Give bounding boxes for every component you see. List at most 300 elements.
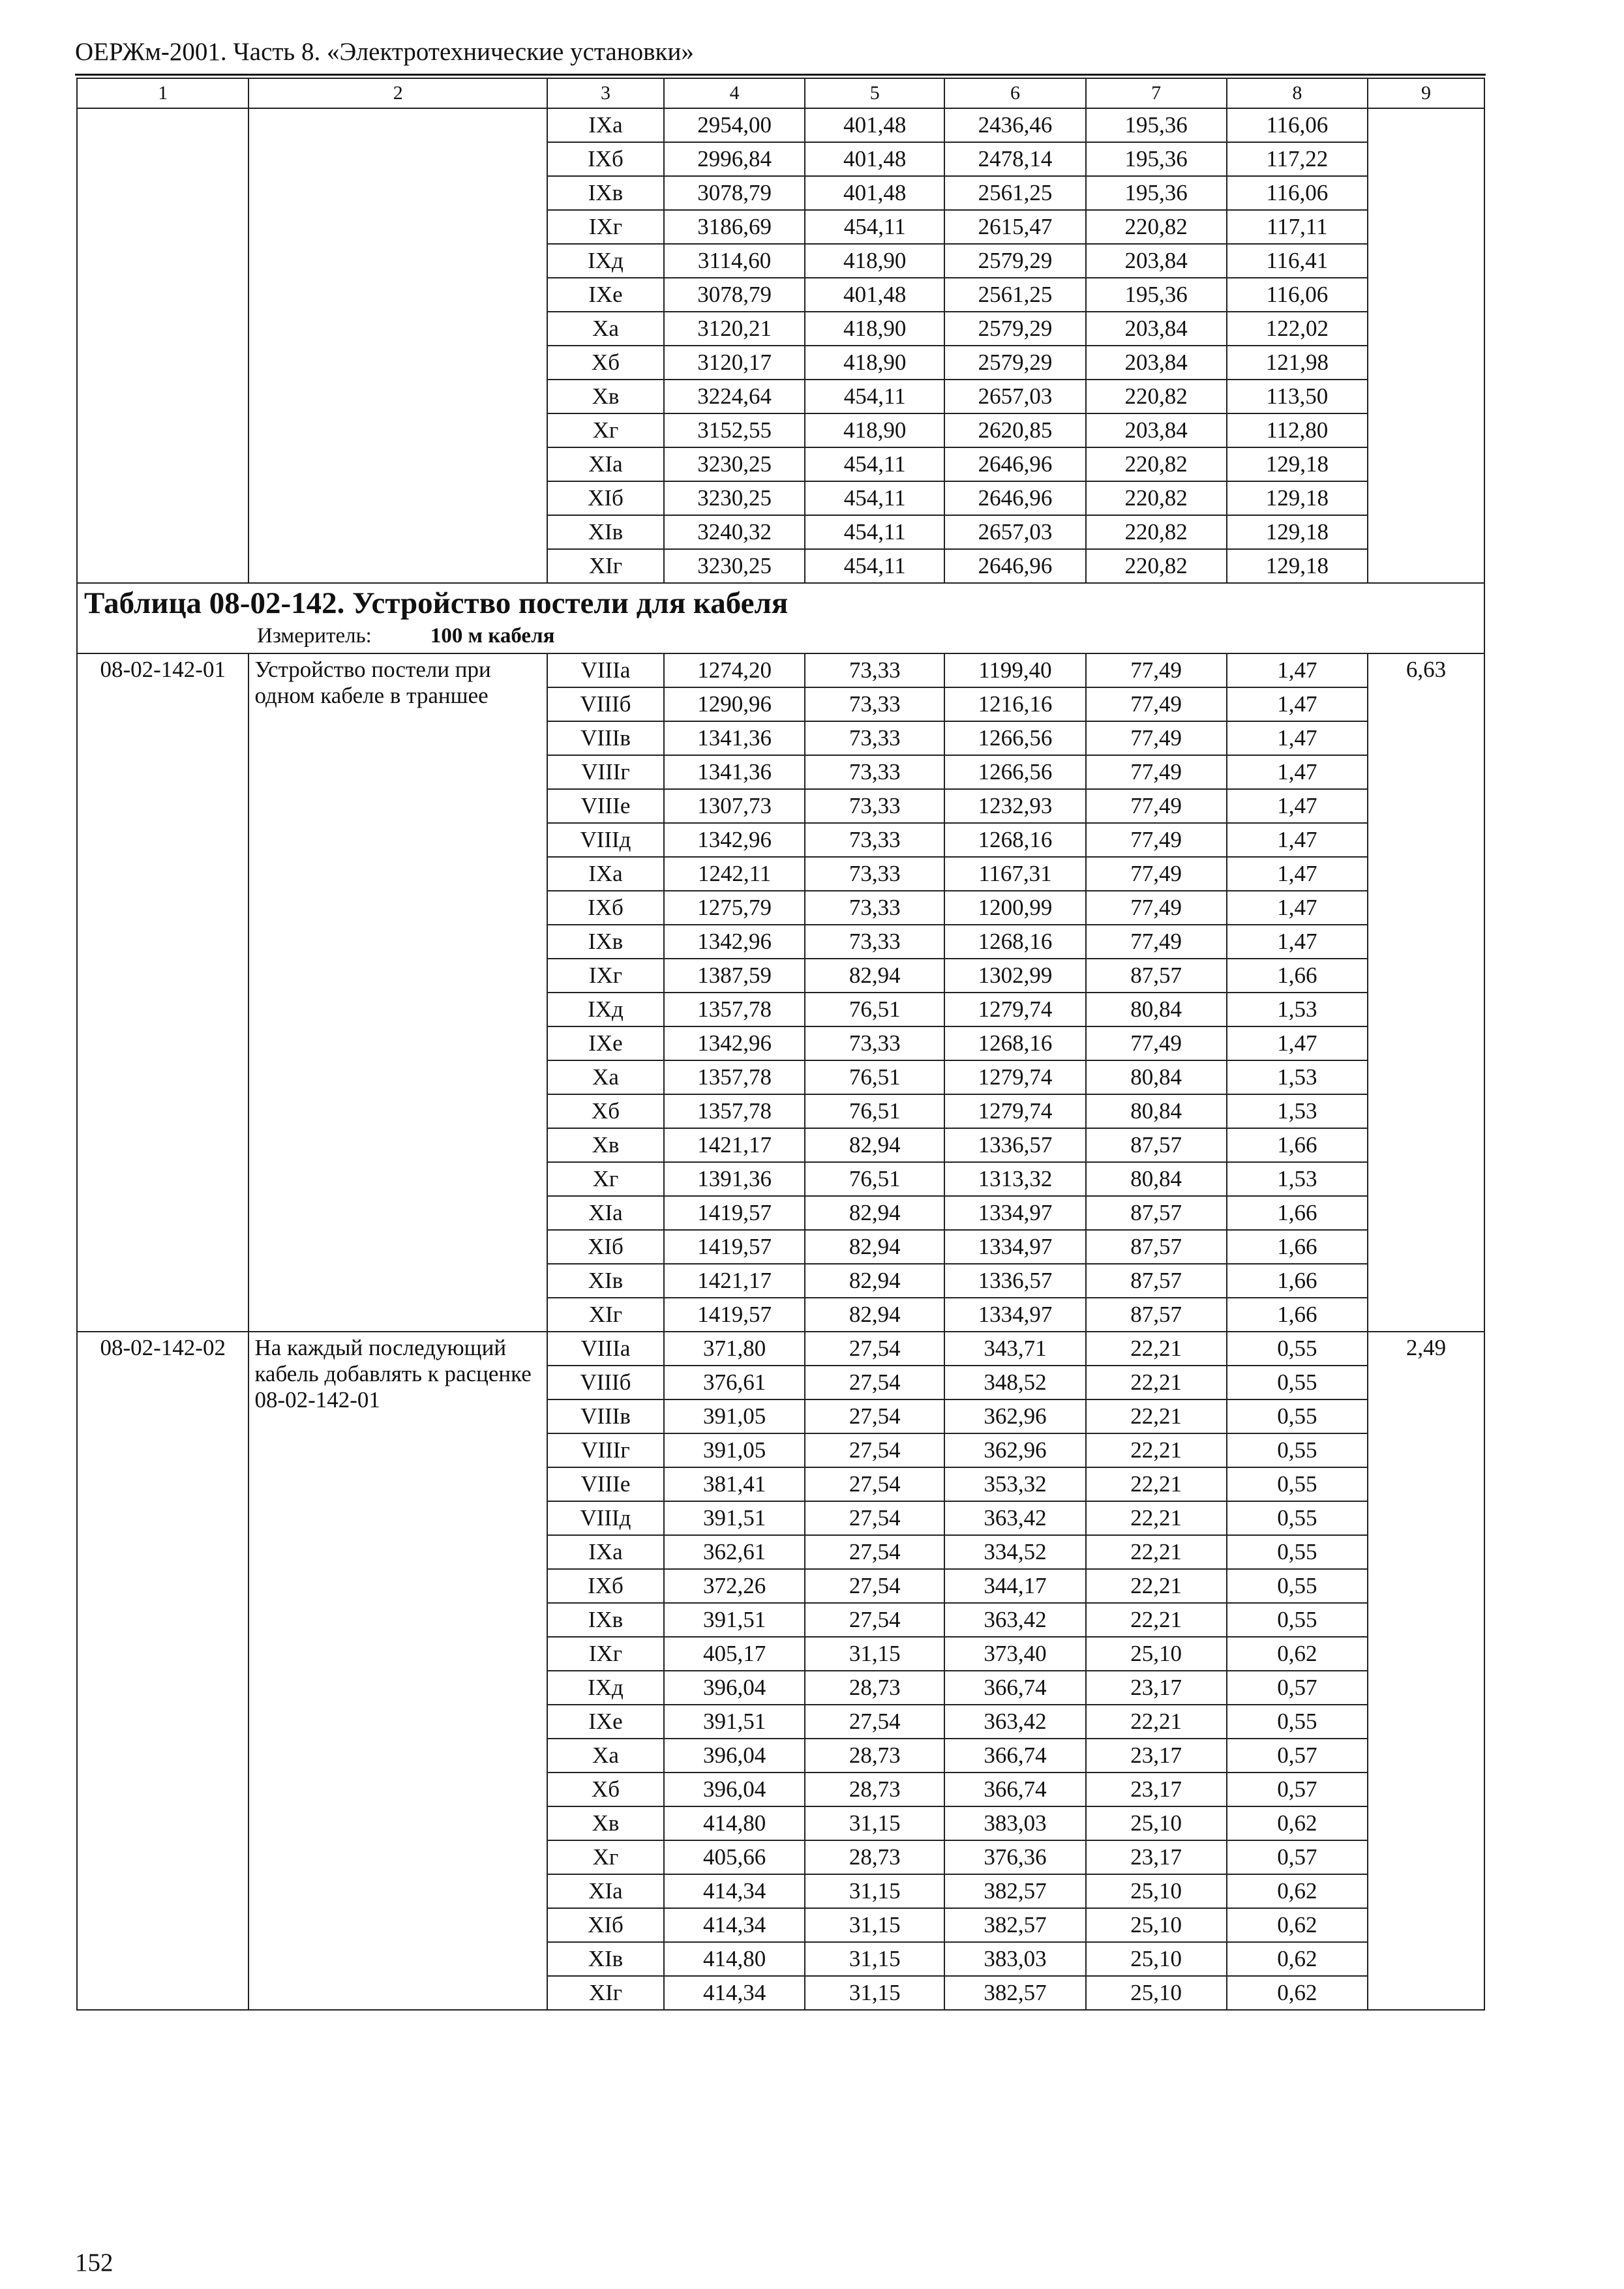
zone-cell: VIIIа (547, 1332, 664, 1366)
zone-cell: IXб (547, 1569, 664, 1603)
zone-cell: VIIIд (547, 1501, 664, 1535)
materials-cell: 129,18 (1227, 549, 1368, 583)
wages-cell: 73,33 (805, 925, 944, 959)
machinist-wages-cell: 203,84 (1086, 244, 1227, 278)
machinist-wages-cell: 77,49 (1086, 1026, 1227, 1060)
machinist-wages-cell: 80,84 (1086, 1162, 1227, 1196)
machines-cell: 2615,47 (944, 210, 1085, 244)
total-cost-cell: 1341,36 (664, 755, 805, 789)
zone-cell: VIIIд (547, 823, 664, 857)
machinist-wages-cell: 77,49 (1086, 653, 1227, 687)
total-cost-cell: 3230,25 (664, 481, 805, 515)
wages-cell: 31,15 (805, 1874, 944, 1908)
wages-cell: 73,33 (805, 687, 944, 721)
machinist-wages-cell: 195,36 (1086, 176, 1227, 210)
materials-cell: 129,18 (1227, 515, 1368, 549)
materials-cell: 0,62 (1227, 1637, 1368, 1671)
machinist-wages-cell: 195,36 (1086, 142, 1227, 176)
description-cell (248, 108, 547, 583)
wages-cell: 31,15 (805, 1976, 944, 2010)
code-cell: 08-02-142-01 (77, 653, 248, 1332)
machines-cell: 1268,16 (944, 823, 1085, 857)
total-cost-cell: 391,51 (664, 1501, 805, 1535)
machinist-wages-cell: 22,21 (1086, 1467, 1227, 1501)
materials-cell: 1,66 (1227, 1298, 1368, 1332)
total-cost-cell: 1307,73 (664, 789, 805, 823)
machines-cell: 2561,25 (944, 176, 1085, 210)
wages-cell: 454,11 (805, 210, 944, 244)
machinist-wages-cell: 22,21 (1086, 1433, 1227, 1467)
machinist-wages-cell: 23,17 (1086, 1671, 1227, 1705)
machinist-wages-cell: 77,49 (1086, 891, 1227, 925)
zone-cell: Xб (547, 1773, 664, 1806)
zone-cell: Xг (547, 1162, 664, 1196)
machines-cell: 2657,03 (944, 515, 1085, 549)
materials-cell: 129,18 (1227, 481, 1368, 515)
total-cost-cell: 391,51 (664, 1603, 805, 1637)
machinist-wages-cell: 195,36 (1086, 108, 1227, 142)
materials-cell: 1,53 (1227, 1162, 1368, 1196)
zone-cell: Xб (547, 346, 664, 380)
wages-cell: 454,11 (805, 481, 944, 515)
table-row (77, 653, 1484, 687)
machines-cell: 353,32 (944, 1467, 1085, 1501)
machinist-wages-cell: 80,84 (1086, 1094, 1227, 1128)
machinist-wages-cell: 22,21 (1086, 1366, 1227, 1399)
machines-cell: 1279,74 (944, 993, 1085, 1026)
materials-cell: 1,47 (1227, 653, 1368, 687)
wages-cell: 27,54 (805, 1467, 944, 1501)
column-number-header: 2 (248, 78, 547, 108)
machines-cell: 2579,29 (944, 244, 1085, 278)
zone-cell: XIа (547, 447, 664, 481)
zone-cell: Xа (547, 1060, 664, 1094)
materials-cell: 0,55 (1227, 1705, 1368, 1739)
machinist-wages-cell: 220,82 (1086, 380, 1227, 413)
zone-cell: IXа (547, 1535, 664, 1569)
total-cost-cell: 3120,21 (664, 312, 805, 346)
wages-cell: 28,73 (805, 1840, 944, 1874)
total-cost-cell: 2954,00 (664, 108, 805, 142)
zone-cell: IXа (547, 108, 664, 142)
wages-cell: 28,73 (805, 1671, 944, 1705)
total-cost-cell: 1275,79 (664, 891, 805, 925)
materials-cell: 0,55 (1227, 1467, 1368, 1501)
total-cost-cell: 396,04 (664, 1671, 805, 1705)
total-cost-cell: 3078,79 (664, 176, 805, 210)
wages-cell: 73,33 (805, 857, 944, 891)
total-cost-cell: 391,05 (664, 1433, 805, 1467)
machines-cell: 1336,57 (944, 1128, 1085, 1162)
total-cost-cell: 1391,36 (664, 1162, 805, 1196)
wages-cell: 418,90 (805, 346, 944, 380)
materials-cell: 0,55 (1227, 1332, 1368, 1366)
zone-cell: Xг (547, 413, 664, 447)
column-number-header: 5 (805, 78, 944, 108)
machines-cell: 1334,97 (944, 1196, 1085, 1230)
materials-cell: 0,57 (1227, 1773, 1368, 1806)
measure-label: Измеритель: (257, 624, 372, 648)
machinist-wages-cell: 203,84 (1086, 346, 1227, 380)
machines-cell: 366,74 (944, 1773, 1085, 1806)
total-cost-cell: 3224,64 (664, 380, 805, 413)
wages-cell: 27,54 (805, 1399, 944, 1433)
machines-cell: 366,74 (944, 1671, 1085, 1705)
total-cost-cell: 405,17 (664, 1637, 805, 1671)
materials-cell: 117,11 (1227, 210, 1368, 244)
total-cost-cell: 2996,84 (664, 142, 805, 176)
total-cost-cell: 414,34 (664, 1874, 805, 1908)
materials-cell: 0,55 (1227, 1501, 1368, 1535)
machines-cell: 383,03 (944, 1942, 1085, 1976)
zone-cell: IXд (547, 244, 664, 278)
table-body (77, 78, 1484, 2010)
materials-cell: 0,55 (1227, 1603, 1368, 1637)
zone-cell: XIв (547, 1942, 664, 1976)
total-cost-cell: 1342,96 (664, 925, 805, 959)
materials-cell: 117,22 (1227, 142, 1368, 176)
machinist-wages-cell: 77,49 (1086, 755, 1227, 789)
machinist-wages-cell: 87,57 (1086, 1196, 1227, 1230)
machinist-wages-cell: 25,10 (1086, 1637, 1227, 1671)
zone-cell: VIIIг (547, 755, 664, 789)
materials-cell: 1,47 (1227, 755, 1368, 789)
materials-cell: 1,47 (1227, 721, 1368, 755)
machines-cell: 373,40 (944, 1637, 1085, 1671)
wages-cell: 73,33 (805, 823, 944, 857)
zone-cell: Xв (547, 1128, 664, 1162)
materials-cell: 0,57 (1227, 1739, 1368, 1773)
zone-cell: VIIIа (547, 653, 664, 687)
machinist-wages-cell: 25,10 (1086, 1976, 1227, 2010)
wages-cell: 418,90 (805, 244, 944, 278)
zone-cell: IXе (547, 1705, 664, 1739)
zone-cell: IXв (547, 925, 664, 959)
wages-cell: 76,51 (805, 1060, 944, 1094)
materials-cell: 0,55 (1227, 1569, 1368, 1603)
total-cost-cell: 376,61 (664, 1366, 805, 1399)
total-cost-cell: 414,34 (664, 1908, 805, 1942)
machinist-wages-cell: 220,82 (1086, 447, 1227, 481)
materials-cell: 1,47 (1227, 857, 1368, 891)
wages-cell: 27,54 (805, 1433, 944, 1467)
materials-cell: 116,06 (1227, 278, 1368, 312)
total-cost-cell: 3186,69 (664, 210, 805, 244)
zone-cell: Xб (547, 1094, 664, 1128)
zone-cell: VIIIв (547, 1399, 664, 1433)
total-cost-cell: 1419,57 (664, 1196, 805, 1230)
machines-cell: 1302,99 (944, 959, 1085, 993)
wages-cell: 73,33 (805, 755, 944, 789)
machines-cell: 1266,56 (944, 721, 1085, 755)
table-caption-row (77, 583, 1484, 653)
materials-cell: 129,18 (1227, 447, 1368, 481)
zone-cell: IXг (547, 210, 664, 244)
machines-cell: 2646,96 (944, 481, 1085, 515)
materials-cell: 1,53 (1227, 1060, 1368, 1094)
column-number-header: 8 (1227, 78, 1368, 108)
materials-cell: 0,55 (1227, 1366, 1368, 1399)
table-caption (77, 583, 1484, 653)
machines-cell: 1334,97 (944, 1298, 1085, 1332)
total-cost-cell: 1421,17 (664, 1128, 805, 1162)
materials-cell: 121,98 (1227, 346, 1368, 380)
wages-cell: 27,54 (805, 1366, 944, 1399)
total-cost-cell: 1419,57 (664, 1230, 805, 1264)
machines-cell: 1279,74 (944, 1060, 1085, 1094)
materials-cell: 1,53 (1227, 1094, 1368, 1128)
zone-cell: XIг (547, 549, 664, 583)
machines-cell: 363,42 (944, 1603, 1085, 1637)
machines-cell: 1336,57 (944, 1264, 1085, 1298)
machinist-wages-cell: 80,84 (1086, 993, 1227, 1026)
wages-cell: 73,33 (805, 653, 944, 687)
wages-cell: 401,48 (805, 278, 944, 312)
machinist-wages-cell: 80,84 (1086, 1060, 1227, 1094)
materials-cell: 1,66 (1227, 959, 1368, 993)
wages-cell: 82,94 (805, 959, 944, 993)
machinist-wages-cell: 203,84 (1086, 312, 1227, 346)
machines-cell: 382,57 (944, 1976, 1085, 2010)
machines-cell: 1266,56 (944, 755, 1085, 789)
zone-cell: IXб (547, 891, 664, 925)
total-cost-cell: 371,80 (664, 1332, 805, 1366)
materials-cell: 0,55 (1227, 1399, 1368, 1433)
wages-cell: 76,51 (805, 1162, 944, 1196)
zone-cell: Xа (547, 312, 664, 346)
wages-cell: 27,54 (805, 1705, 944, 1739)
total-cost-cell: 3152,55 (664, 413, 805, 447)
wages-cell: 454,11 (805, 515, 944, 549)
materials-cell: 113,50 (1227, 380, 1368, 413)
machinist-wages-cell: 87,57 (1086, 959, 1227, 993)
machinist-wages-cell: 77,49 (1086, 925, 1227, 959)
description-cell: Устройство постели при одном кабеле в траншее (248, 653, 547, 1332)
machines-cell: 366,74 (944, 1739, 1085, 1773)
table-title: Таблица 08-02-142. Устройство постели для кабеля (84, 586, 789, 620)
wages-cell: 82,94 (805, 1196, 944, 1230)
column-number-header: 1 (77, 78, 248, 108)
header-divider (75, 74, 1486, 76)
machines-cell: 2657,03 (944, 380, 1085, 413)
total-cost-cell: 1342,96 (664, 1026, 805, 1060)
materials-cell: 1,66 (1227, 1196, 1368, 1230)
machinist-wages-cell: 25,10 (1086, 1806, 1227, 1840)
zone-cell: IXг (547, 959, 664, 993)
materials-cell: 0,55 (1227, 1433, 1368, 1467)
zone-cell: IXв (547, 176, 664, 210)
machines-cell: 2620,85 (944, 413, 1085, 447)
machinist-wages-cell: 22,21 (1086, 1535, 1227, 1569)
materials-cell: 1,66 (1227, 1230, 1368, 1264)
total-cost-cell: 1357,78 (664, 993, 805, 1026)
zone-cell: Xв (547, 380, 664, 413)
total-cost-cell: 1342,96 (664, 823, 805, 857)
machines-cell: 2646,96 (944, 549, 1085, 583)
zone-cell: VIIIв (547, 721, 664, 755)
machinist-wages-cell: 25,10 (1086, 1942, 1227, 1976)
zone-cell: IXв (547, 1603, 664, 1637)
zone-cell: XIа (547, 1874, 664, 1908)
zone-cell: XIб (547, 1908, 664, 1942)
machinist-wages-cell: 220,82 (1086, 515, 1227, 549)
total-cost-cell: 1341,36 (664, 721, 805, 755)
total-cost-cell: 396,04 (664, 1773, 805, 1806)
zone-cell: IXе (547, 278, 664, 312)
materials-cell: 0,55 (1227, 1535, 1368, 1569)
page-number: 152 (75, 2249, 113, 2277)
machinist-wages-cell: 203,84 (1086, 413, 1227, 447)
machines-cell: 348,52 (944, 1366, 1085, 1399)
machinist-wages-cell: 22,21 (1086, 1569, 1227, 1603)
column-number-row (77, 78, 1484, 108)
machinist-wages-cell: 87,57 (1086, 1230, 1227, 1264)
total-cost-cell: 381,41 (664, 1467, 805, 1501)
column-number-header: 9 (1368, 78, 1484, 108)
materials-cell: 0,62 (1227, 1874, 1368, 1908)
zone-cell: IXе (547, 1026, 664, 1060)
wages-cell: 418,90 (805, 312, 944, 346)
wages-cell: 418,90 (805, 413, 944, 447)
machinist-wages-cell: 25,10 (1086, 1874, 1227, 1908)
zone-cell: XIа (547, 1196, 664, 1230)
materials-cell: 0,62 (1227, 1976, 1368, 2010)
machinist-wages-cell: 87,57 (1086, 1264, 1227, 1298)
total-cost-cell: 405,66 (664, 1840, 805, 1874)
machines-cell: 2579,29 (944, 312, 1085, 346)
measure-unit: 100 м кабеля (430, 624, 555, 648)
wages-cell: 73,33 (805, 1026, 944, 1060)
labor-cost-cell: 2,49 (1368, 1332, 1484, 2010)
materials-cell: 112,80 (1227, 413, 1368, 447)
page-header-title: ОЕРЖм-2001. Часть 8. «Электротехнические установки» (75, 38, 694, 66)
materials-cell: 0,62 (1227, 1942, 1368, 1976)
wages-cell: 27,54 (805, 1332, 944, 1366)
zone-cell: VIIIб (547, 1366, 664, 1399)
machinist-wages-cell: 77,49 (1086, 789, 1227, 823)
zone-cell: VIIIб (547, 687, 664, 721)
wages-cell: 31,15 (805, 1806, 944, 1840)
machinist-wages-cell: 22,21 (1086, 1603, 1227, 1637)
zone-cell: Xв (547, 1806, 664, 1840)
machinist-wages-cell: 77,49 (1086, 721, 1227, 755)
total-cost-cell: 1357,78 (664, 1060, 805, 1094)
wages-cell: 27,54 (805, 1535, 944, 1569)
machines-cell: 334,52 (944, 1535, 1085, 1569)
wages-cell: 454,11 (805, 447, 944, 481)
machines-cell: 2478,14 (944, 142, 1085, 176)
machinist-wages-cell: 220,82 (1086, 210, 1227, 244)
materials-cell: 1,53 (1227, 993, 1368, 1026)
machinist-wages-cell: 87,57 (1086, 1298, 1227, 1332)
total-cost-cell: 414,80 (664, 1806, 805, 1840)
total-cost-cell: 3114,60 (664, 244, 805, 278)
column-number-header: 3 (547, 78, 664, 108)
machinist-wages-cell: 23,17 (1086, 1739, 1227, 1773)
machinist-wages-cell: 25,10 (1086, 1908, 1227, 1942)
materials-cell: 116,06 (1227, 176, 1368, 210)
total-cost-cell: 3078,79 (664, 278, 805, 312)
machines-cell: 1268,16 (944, 925, 1085, 959)
total-cost-cell: 1357,78 (664, 1094, 805, 1128)
machines-cell: 2561,25 (944, 278, 1085, 312)
total-cost-cell: 396,04 (664, 1739, 805, 1773)
machinist-wages-cell: 77,49 (1086, 687, 1227, 721)
machines-cell: 344,17 (944, 1569, 1085, 1603)
wages-cell: 27,54 (805, 1569, 944, 1603)
price-table (76, 78, 1485, 2011)
wages-cell: 401,48 (805, 108, 944, 142)
wages-cell: 31,15 (805, 1942, 944, 1976)
machines-cell: 2646,96 (944, 447, 1085, 481)
wages-cell: 31,15 (805, 1908, 944, 1942)
table-row (77, 1332, 1484, 1366)
total-cost-cell: 3240,32 (664, 515, 805, 549)
machinist-wages-cell: 77,49 (1086, 823, 1227, 857)
wages-cell: 73,33 (805, 789, 944, 823)
materials-cell: 1,66 (1227, 1264, 1368, 1298)
machines-cell: 363,42 (944, 1501, 1085, 1535)
total-cost-cell: 1290,96 (664, 687, 805, 721)
column-number-header: 4 (664, 78, 805, 108)
wages-cell: 82,94 (805, 1128, 944, 1162)
machinist-wages-cell: 23,17 (1086, 1840, 1227, 1874)
column-number-header: 6 (944, 78, 1085, 108)
total-cost-cell: 414,80 (664, 1942, 805, 1976)
zone-cell: XIб (547, 481, 664, 515)
code-cell (77, 108, 248, 583)
machines-cell: 1167,31 (944, 857, 1085, 891)
machines-cell: 2579,29 (944, 346, 1085, 380)
total-cost-cell: 391,51 (664, 1705, 805, 1739)
wages-cell: 73,33 (805, 891, 944, 925)
wages-cell: 82,94 (805, 1264, 944, 1298)
total-cost-cell: 1421,17 (664, 1264, 805, 1298)
total-cost-cell: 3230,25 (664, 447, 805, 481)
machines-cell: 362,96 (944, 1433, 1085, 1467)
materials-cell: 0,62 (1227, 1908, 1368, 1942)
machines-cell: 1313,32 (944, 1162, 1085, 1196)
total-cost-cell: 1242,11 (664, 857, 805, 891)
labor-cost-cell (1368, 108, 1484, 583)
materials-cell: 0,57 (1227, 1840, 1368, 1874)
total-cost-cell: 3120,17 (664, 346, 805, 380)
machines-cell: 1279,74 (944, 1094, 1085, 1128)
materials-cell: 1,47 (1227, 687, 1368, 721)
machinist-wages-cell: 22,21 (1086, 1501, 1227, 1535)
wages-cell: 27,54 (805, 1603, 944, 1637)
total-cost-cell: 1274,20 (664, 653, 805, 687)
zone-cell: IXг (547, 1637, 664, 1671)
machines-cell: 382,57 (944, 1908, 1085, 1942)
machines-cell: 1232,93 (944, 789, 1085, 823)
materials-cell: 1,47 (1227, 891, 1368, 925)
zone-cell: XIг (547, 1976, 664, 2010)
materials-cell: 122,02 (1227, 312, 1368, 346)
machinist-wages-cell: 23,17 (1086, 1773, 1227, 1806)
total-cost-cell: 391,05 (664, 1399, 805, 1433)
machinist-wages-cell: 220,82 (1086, 549, 1227, 583)
zone-cell: Xг (547, 1840, 664, 1874)
zone-cell: VIIIе (547, 1467, 664, 1501)
machinist-wages-cell: 22,21 (1086, 1705, 1227, 1739)
column-number-header: 7 (1086, 78, 1227, 108)
total-cost-cell: 1419,57 (664, 1298, 805, 1332)
zone-cell: IXб (547, 142, 664, 176)
wages-cell: 28,73 (805, 1739, 944, 1773)
machines-cell: 376,36 (944, 1840, 1085, 1874)
materials-cell: 1,47 (1227, 1026, 1368, 1060)
